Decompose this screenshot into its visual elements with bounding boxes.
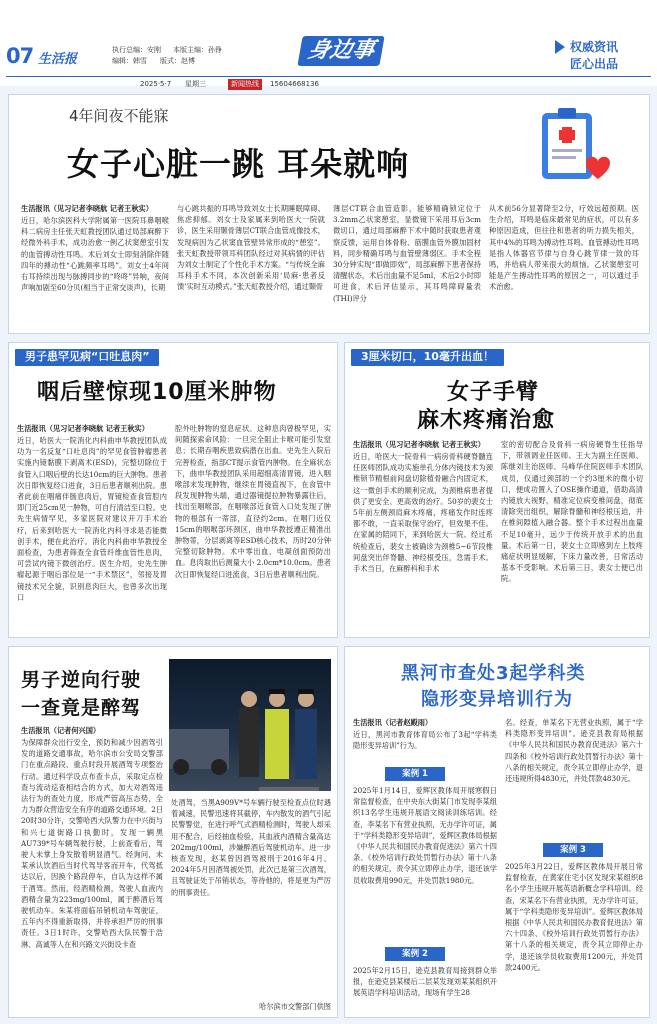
section-title: 身边事 (297, 36, 384, 66)
layout-editor: 版式：赵博 (160, 57, 195, 65)
case-2-text: 2025年2月15日，逊克县教育局接到群众举报，在逊克县某楼后二层某发现刘某某组织开展英语学科培训活动，现场有学生28 (353, 966, 497, 998)
case-2-continued: 名。经查，单某名下无营业执照，属于“学科类隐形变异培训”。逊克县教育局根据《中华人民共和国民办教育促进法》第六十四条和《校外培训行政处罚暂行办法》第十八条的相关规定，责令其立即停止办学，退还违规所得4830元，并处罚款4830元。 (505, 718, 643, 784)
photo-credit: 哈尔滨市交警部门供图 (259, 1002, 331, 1011)
article5-lead: 近日，黑河市教育体育局公布了3起“学科类隐形变异培训”行为。 (353, 730, 497, 751)
article-heart-tinnitus (8, 94, 650, 334)
article-drunk-driving (8, 646, 338, 1018)
slogan-1: 权威资讯 (570, 40, 619, 54)
article5-title-line2: 隐形变异培训行为 (421, 689, 573, 710)
masthead (0, 0, 657, 86)
article4-title-line1: 男子逆向行驶 (21, 669, 142, 691)
weekday: 星期三 (185, 80, 206, 88)
article1-title: 女子心脏一跳 耳朵就响 (67, 145, 410, 183)
article5-byline: 生活报讯（记者赵殿雨） (353, 718, 433, 727)
article4-byline: 生活报讯（记者何兴国） (21, 726, 101, 735)
article-throat-tumor (8, 342, 338, 638)
article1-kicker: 4年间夜不能寐 (69, 107, 169, 125)
case-2-label: 案例 2 (385, 947, 445, 961)
article2-byline: 生活报讯（见习记者李晓航 记者王秋实） (17, 424, 149, 433)
article1-col3: 薄层CT联合血管造影，能够精确锁定位于3.2mm乙状窦憩室，显微镜下采用耳后3cm微切口，通过局部麻醉下术中随时获取患者观察反馈，运用自体骨粉、筋膜血管外膜加固材料，同步精确耳鸣与血管壁薄弱区。手术全程30分钟实现“即做即效”，局部麻醉下患者保持清醒状态，术后出血量不足5ml，术后2小时即可进食，术后评估显示，其耳鸣障碍量表(THI)评分 (333, 204, 481, 303)
article4-col2: 处酒驾，当黑A909V*号车辆行驶至检查点位时遇着减速，民警迅速将其截停，车内散发的酒气引起民警警觉，在进行呼气式酒精检测时，驾驶人却采用不配合，后经抽血检验，其血液内酒精含量高达202mg/100ml，涉嫌醉酒后驾驶机动车。进一步核查发现，赵某曾因酒驾被刑于2016年4月、2024年5月因酒驾被处罚，此次已是第三次酒驾，且驾驶证处于吊销状态，等待他的，将是更为严厉的刑事责任。 (171, 798, 331, 897)
traffic-police-photo (169, 659, 331, 791)
article3-title-line2: 麻木疼痛治愈 (417, 408, 556, 433)
article-illegal-tutoring (344, 646, 650, 1018)
article3-col1: 近日，哈医大一院骨科一病房骨科硬脊髓连任医师团队成功实施单孔分体内镜技术为颈椎锁节精根前间盘切除植骨融合内固定术，这一微创手术的顺利完成，为颈椎病患者提供了更安全、更高效的治疗。50岁的裴女士5年前左侧颈肩麻木疼痛，疼痛发作时连疼都不敢，一直采取保守治疗，但效果不佳。在家属的陪同下，来到哈医大一院。经过系统检查后，裴女士被确诊为颈椎5~6节段椎间盘突出伴脊髓、神经根受压，急需手术。手术当日，在麻醉科和手术 (353, 452, 493, 574)
hotline-number: 15604668136 (270, 80, 319, 88)
page-number: 07 (6, 44, 34, 68)
article1-col2: 与心跳共振的耳鸣导致刘女士长期睡眠障碍、焦虑抑郁。刘女士及家属来到哈医大一院就诊，医生采用颞骨薄层CT联合血管成像技术，发现病因为乙状窦血管壁异常形成的“憩室”。张天虹教授带领耳科团队经过对其病情的评估为刘女士制定了个性化手术方案。“与传统全麻耳科手术不同，本次创新采用‘局麻-患者反馈’实时互动模式。”张天虹教授介绍，通过颞骨 (177, 204, 325, 292)
editor: 本版主编：孙铮 (173, 46, 222, 54)
medical-report-icon (524, 103, 614, 193)
article3-title-line1: 女子手臂 (447, 380, 540, 405)
paper-name: 生活报 (38, 52, 78, 67)
hotline-label: 新闻热线 (228, 79, 262, 90)
case-1-text: 2025年1月14日，爱辉区教体局开展寒假日常监督检查，在中央东大街某门市发现李某组织13名学生违规开展语文阅读训练培训。经查，李某名下有营业执照，无办学许可证，属于“学科类隐形变异培训”，爱辉区教体局根据《中华人民共和国民办教育促进法》第六十四条、《校外培训行政处罚暂行办法》第十八条的相关规定，责令其立即停止办学，退还该学员收取费用990元，并处罚款1980元。 (353, 786, 497, 885)
article1-byline: 生活报讯（见习记者李晓航 记者王秋实） (21, 204, 153, 213)
date-line (6, 76, 651, 77)
slogan-2: 匠心出品 (570, 57, 619, 71)
exec-editor: 执行总编：安刚 (112, 46, 161, 54)
article1-col1: 近日，哈尔滨医科大学附属第一医院耳鼻咽喉科二病房主任张天虹教授团队通过局部麻醉下经微外科手术，成功治愈一例乙状窦憩室引发的血管搏动性耳鸣。术后刘女士即刻消除伴随四年的搏动性“心跳频率耳鸣”。刘女士4年间右耳持续出现与脉搏同步的“咚咚”异响，夜间声响加剧至60分贝(相当于正常交谈声)，长期 (21, 216, 169, 293)
article2-col2: 腔外吐肿物的窒息症状。这种息肉曾极罕见，实间随探索命风险：一旦完全阻止卡喉可能引发窒息；长期吞咽疾患致病潜在出血。史先生入院后完善检查，指部CT提示食管内肿物。在全麻状态下，曲申华教授团队采用超细高清胃镜，进入咽喉部末发现肿物，继续在胃镜直视下，在食管中段发现肿物头端，通过器镜提拉肿物暴露往后，找出至咽喉部，在咽喉部近食管入口处发现了肿物的根部有一蒂部，直径约2cm。在咽门近仅15cm的咽喉部环颈区，曲申华教授遵正精准出肿物蒂，分层剥离等ESD核心技术，历时20分钟完整切除肿物。术中零出血，电凝创面预防出血。息肉取出后测量大小 2.0cm*10.0cm。患者次日即恢复经口进流食，3日后患者顺利出院。 (175, 424, 331, 579)
page-editor: 编辑：韩雪 (112, 57, 147, 65)
article2-kicker: 男子患罕见病“口吐息肉” (15, 349, 159, 366)
article3-kicker: 3厘米切口，10毫升出血！ (351, 349, 504, 366)
article4-col1: 为保障群众出行安全，预防和减少因酒驾引发的道路交通事故，哈尔滨市公安局交警部门在重点路段、重点时段开展酒驾专项整治行动。通过科学设点布查卡点，采取定点检查与流动巡查相结合的方式，加大对酒驾违法行为的查处力度，形成严管高压态势，全力为群众营造安全有序的道路交通环境。2日20时30分许，交警哈西大队警力在中兴街与和兴七道街路口执勤时，发现一辆黑AU739*号车辆驾驶行驶，上前查看后，驾驶人未掌上身发散着明显酒气。经询问，未某承认饮酒后当时代驾导客而开车，代驾抵达以后，因换个路段停车，自认为这样不属于酒驾。然而，经酒精检测，驾驶人血液内酒精含量为223mg/100ml，属于醉酒后驾驶机动车。朱某将面临吊销机动车驾驶证，五年内不得重新取得，并将承担严厉的刑事责任。3日1时许，交警哈西大队民警于浩淋、高诚等人在和兴路文兴街设卡查 (21, 738, 163, 949)
article2-title: 咽后壁惊现10厘米肿物 (37, 380, 277, 405)
article2-col1: 近日，哈医大一院消化内科曲申华教授团队成功为一名反复“口吐息肉”的罕见食管肿瘤患者实施内镜黏膜下剥离术(ESD)，完整切除位于食管入口咽后壁的长达10cm的巨大肿物。患者次日即恢复经口进食，3日后患者顺利出院。患者此前在咽痛伴肠息肉后，胃镜检查食管腔内即门近25cm见一肿物，可自行清洁至口腔。史先生病情罕见，多家医院对建议开刀手术治疗，后来到哈医大一院消化内科寻求是否能微创手术，便在此治疗。消化内科曲申华教授全面检查，为患者筛查全食管纤维血管性息肉，可尝试内镜下微创治疗。医生介绍，史先生肿瘤起源于咽后部位是一“手术禁区”，邻接及胃镜技术兄全貌，识别息肉巨大，也曾多次出现口 (17, 436, 167, 602)
article5-title-line1: 黑河市查处3起学科类 (401, 663, 586, 684)
article1-col4: 从术前56分显著降至2分，疗效远超预期。医生介绍，耳鸣是临床最常见的症状，可以有多种原因造成，但往往和患者的听力损失相关，其中4%的耳鸣为搏动性耳鸣。血管搏动性耳鸣是指人体器官节律与自身心跳节律一致的耳鸣，并给病人带来很大的烦恼。乙状窦憩室可能是产生搏动性耳鸣的原因之一，可以通过手术治愈。 (489, 204, 639, 292)
date: 2025·5·7 (140, 80, 172, 88)
arrow-icon (555, 40, 565, 54)
case-3-text: 2025年3月22日，爱辉区教体局开展日常监督检查，在黄家住宅小区发现宋某组织8名小学生违规开展英语新概念学科培训。经查，宋某名下有营业执照，无办学许可证，属于“学科类隐形变异培训”。爱辉区教体局根据《中华人民共和国民办教育促进法》第六十四条、《校外培训行政处罚暂行办法》第十八条的相关规定，责令其立即停止办学，退还该学员收取费用1200元，并处罚款2400元。 (505, 862, 643, 972)
article-arm-numbness (344, 342, 650, 638)
case-3-label: 案例 3 (543, 843, 603, 857)
article4-title-line2: 一查竟是醉驾 (21, 697, 142, 719)
case-1-label: 案例 1 (385, 767, 445, 781)
article3-byline: 生活报讯（见习记者李晓航 记者王秋实） (353, 440, 485, 449)
article3-col2: 室的密切配合及骨科一病房硬脊生任指导下，带领调业任医师、王大为副主任医师、陈继刘主治医师、马峰华住院医师手术团队成员，仅通过颈部的一个约3厘米的微小切口，便成功置入了OSE操作通道，借助高清内镜放大视野，精准定位病变椎间盘，彻底清除突出组织，解除脊髓和神经根压迫，并在椎间隙植入融合器。整个手术过程出血量不足10毫升，远少于传统开放手术的出血量。术后第一日，裴女士立即感到左上肢疼痛症状明显缓解，下床力量改善，日常活动基本不受影响。术后第三日，裴女士便已出院。 (501, 440, 643, 584)
